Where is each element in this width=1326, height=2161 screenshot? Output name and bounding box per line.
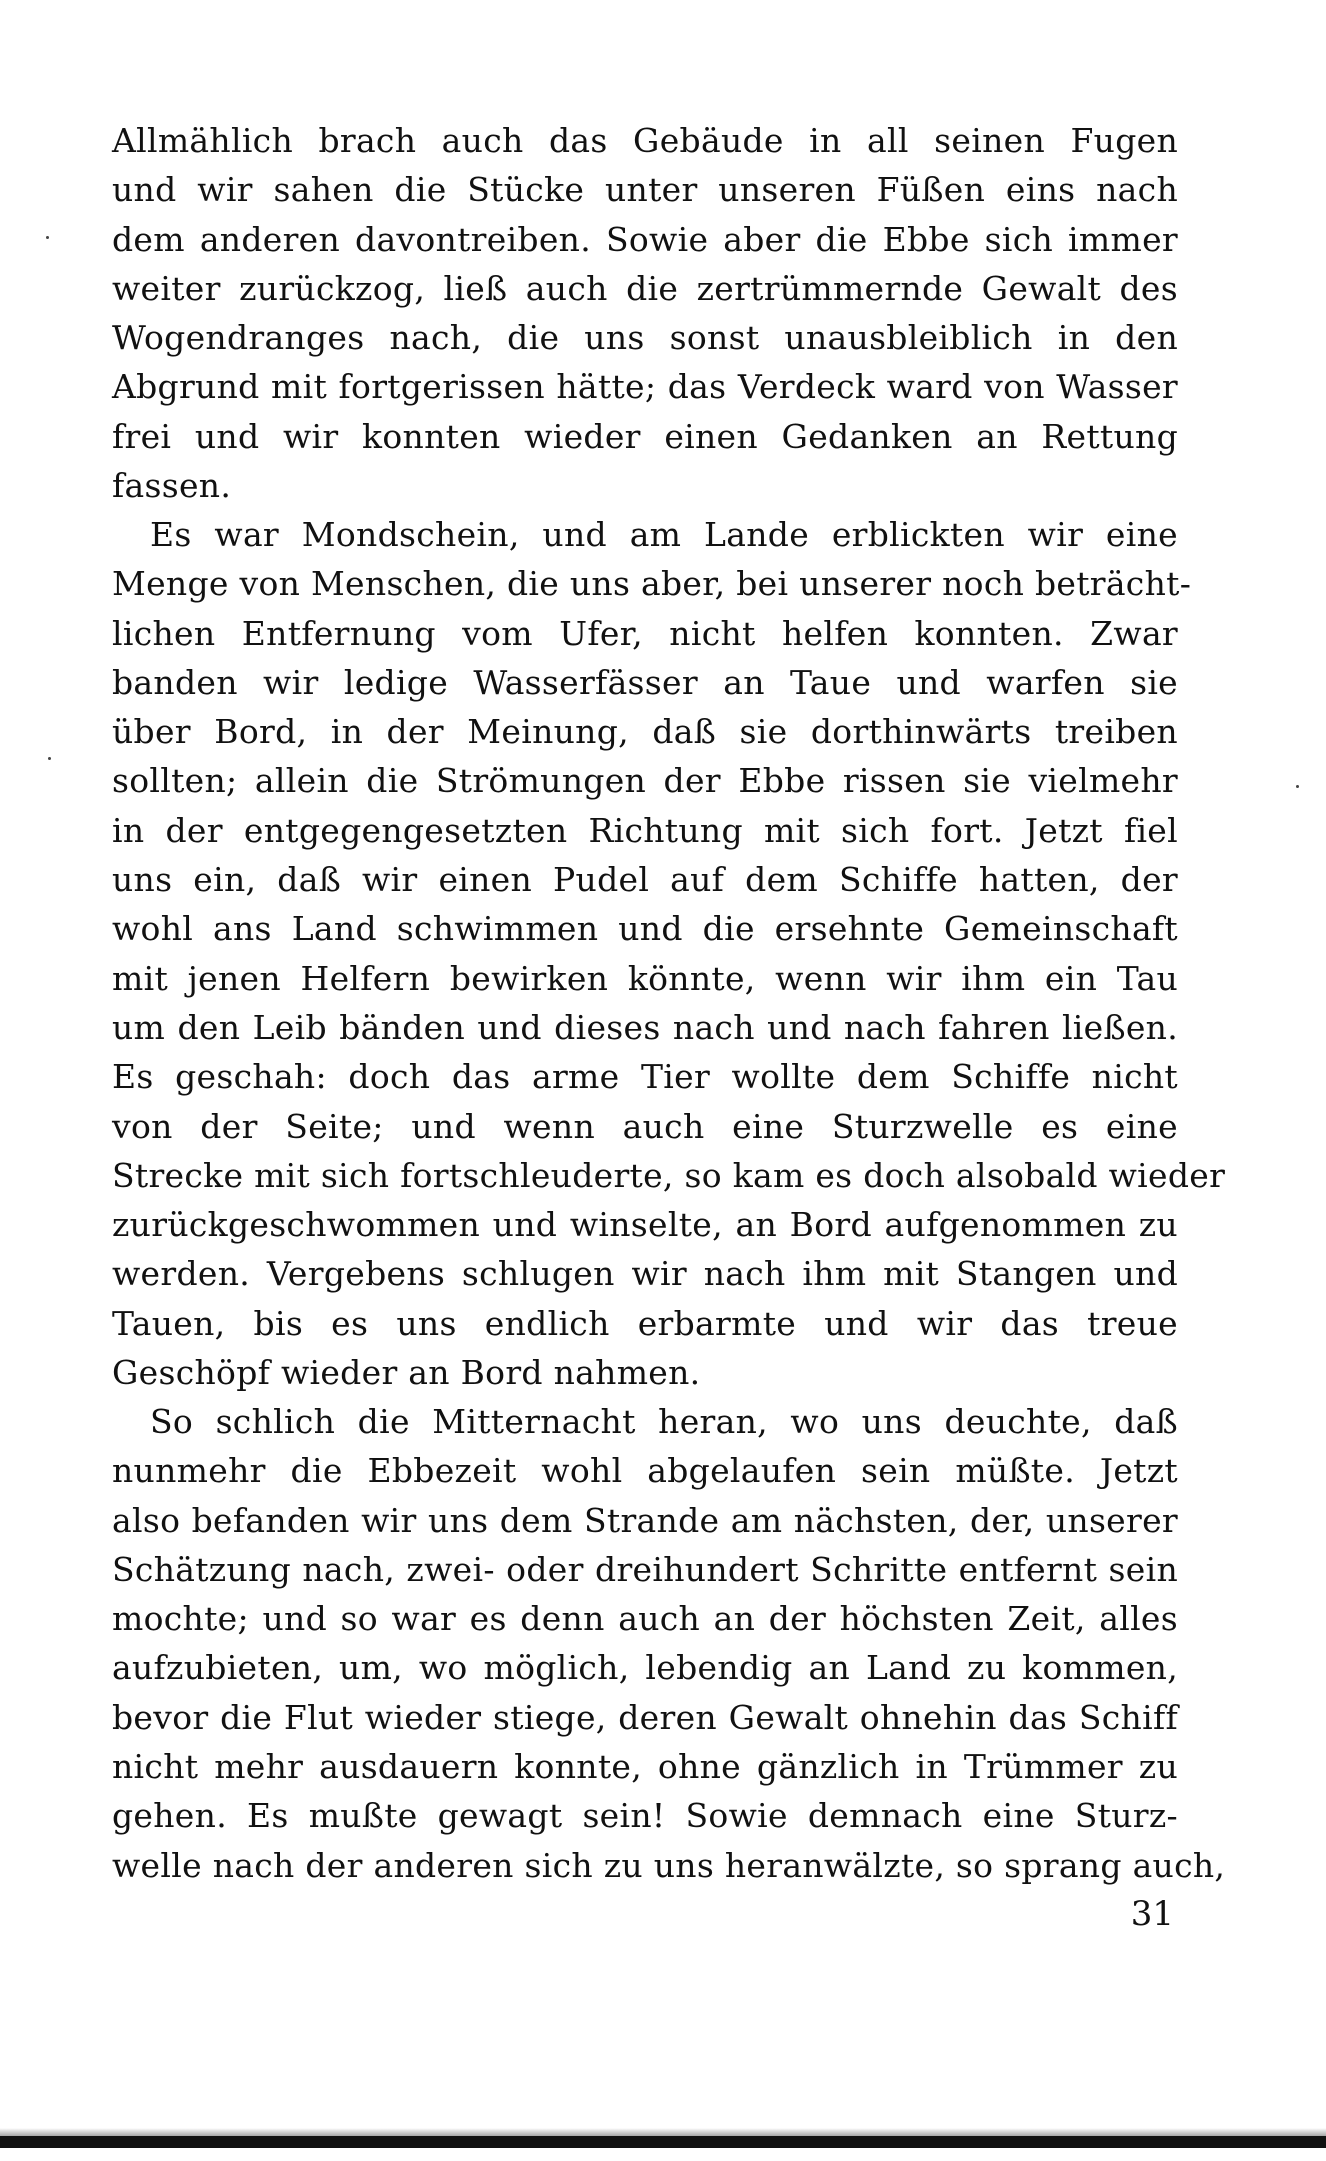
text-line: bevor die Flut wieder stiege, deren Gewalt ohnehin das Schiff xyxy=(112,1697,1178,1737)
text-line: werden. Vergebens schlugen wir nach ihm mit Stangen und xyxy=(112,1254,1178,1294)
text-line: um den Leib bänden und dieses nach und nach fahren ließen. xyxy=(112,1007,1178,1047)
text-line: dem anderen davontreiben. Sowie aber die Ebbe sich immer xyxy=(112,219,1178,259)
text-line: Schätzung nach, zwei- oder dreihundert Schritte entfernt sein xyxy=(112,1549,1178,1589)
text-line: So schlich die Mitternacht heran, wo uns deuchte, daß xyxy=(150,1402,1178,1441)
text-line: lichen Entfernung vom Ufer, nicht helfen konnten. Zwar xyxy=(112,613,1178,653)
scan-edge-shadow xyxy=(0,2128,1326,2136)
text-line: von der Seite; und wenn auch eine Sturzwelle es eine xyxy=(112,1106,1178,1146)
page-number: 31 xyxy=(1130,1894,1174,1934)
text-line: banden wir ledige Wasserfässer an Taue und warfen sie xyxy=(112,662,1178,702)
scan-bottom-edge xyxy=(0,2136,1326,2148)
text-line: mochte; und so war es denn auch an der höchsten Zeit, alles xyxy=(112,1599,1178,1639)
text-line: Tauen, bis es uns endlich erbarmte und wir das treue xyxy=(112,1303,1178,1343)
text-line: in der entgegengesetzten Richtung mit sich fort. Jetzt fiel xyxy=(112,810,1178,850)
text-line: Wogendranges nach, die uns sonst unausbleiblich in den xyxy=(112,318,1178,358)
text-line: Abgrund mit fortgerissen hätte; das Verdeck ward von Wasser xyxy=(112,367,1178,407)
stray-mark xyxy=(48,757,51,760)
text-line: wohl ans Land schwimmen und die ersehnte Gemeinschaft xyxy=(112,909,1178,949)
text-line: aufzubieten, um, wo möglich, lebendig an Land zu kommen, xyxy=(112,1648,1178,1688)
text-line: uns ein, daß wir einen Pudel auf dem Schiffe hatten, der xyxy=(112,860,1178,900)
text-line: frei und wir konnten wieder einen Gedanken an Rettung xyxy=(112,416,1178,456)
text-line: weiter zurückzog, ließ auch die zertrümmernde Gewalt des xyxy=(112,268,1178,308)
paragraph-1 xyxy=(112,116,1178,510)
text-line: mit jenen Helfern bewirken könnte, wenn wir ihm ein Tau xyxy=(112,958,1178,998)
text-line: nicht mehr ausdauern konnte, ohne gänzlich in Trümmer zu xyxy=(112,1747,1178,1787)
text-line: sollten; allein die Strömungen der Ebbe rissen sie vielmehr xyxy=(112,761,1178,801)
stray-mark xyxy=(1296,785,1299,788)
text-line: Allmählich brach auch das Gebäude in all seinen Fugen xyxy=(112,121,1178,160)
paragraph-3 xyxy=(112,1397,1226,1890)
text-line: nunmehr die Ebbezeit wohl abgelaufen sein müßte. Jetzt xyxy=(112,1451,1178,1491)
text-line: über Bord, in der Meinung, daß sie dorthinwärts treiben xyxy=(112,712,1178,752)
paragraph-2 xyxy=(112,510,1226,1397)
text-line: Menge von Menschen, die uns aber, bei unserer noch beträcht- xyxy=(112,564,1192,604)
stray-mark xyxy=(46,236,49,239)
text-line: welle nach der anderen sich zu uns heranwälzte, so sprang auch, xyxy=(112,1845,1226,1885)
text-line: gehen. Es mußte gewagt sein! Sowie demnach eine Sturz- xyxy=(112,1796,1178,1836)
text-line: Strecke mit sich fortschleuderte, so kam es doch alsobald wieder xyxy=(112,1155,1226,1195)
text-line: zurückgeschwommen und winselte, an Bord aufgenommen zu xyxy=(112,1205,1178,1245)
text-line: Geschöpf wieder an Bord nahmen. xyxy=(112,1353,701,1393)
text-line: also befanden wir uns dem Strande am nächsten, der, unserer xyxy=(112,1500,1178,1540)
text-line: Es war Mondschein, und am Lande erblickten wir eine xyxy=(150,515,1178,554)
text-line: Es geschah: doch das arme Tier wollte dem Schiffe nicht xyxy=(112,1057,1178,1097)
text-line: fassen. xyxy=(112,466,232,506)
text-line: und wir sahen die Stücke unter unseren Füßen eins nach xyxy=(112,170,1178,210)
